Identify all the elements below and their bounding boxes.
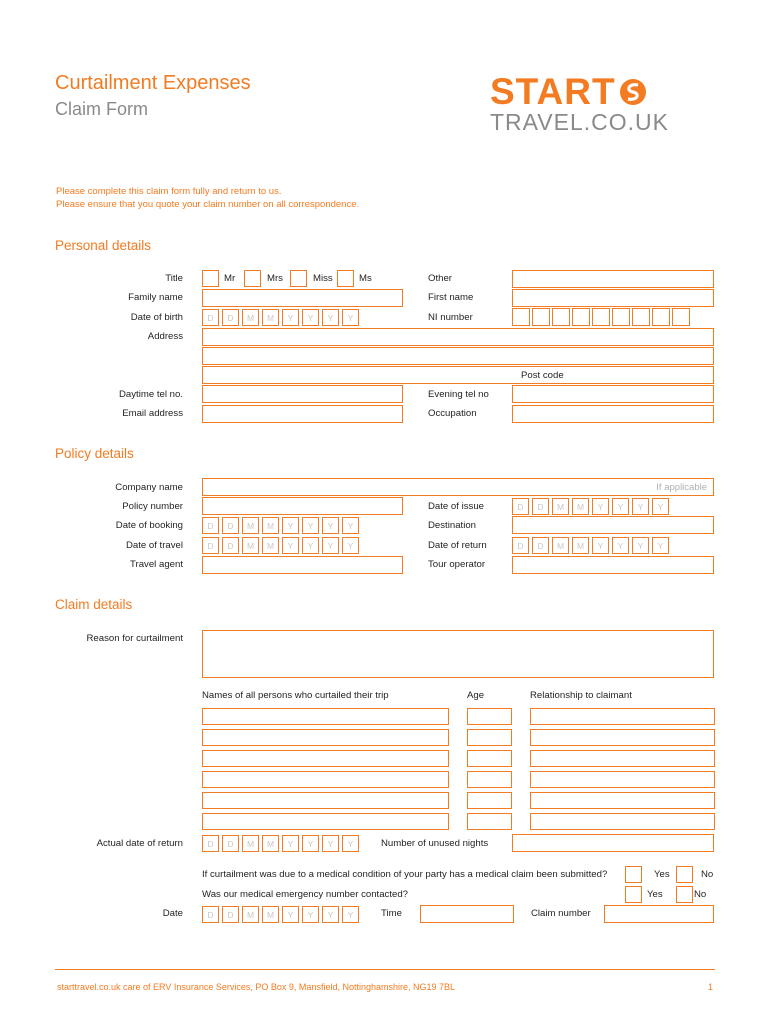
person-age-input[interactable] (467, 813, 512, 830)
person-age-input[interactable] (467, 771, 512, 788)
actual-return-label: Actual date of return (96, 838, 183, 849)
date-cell[interactable]: Y (652, 537, 669, 554)
persons-table (202, 708, 715, 830)
title-mr-label: Mr (224, 273, 236, 284)
logo-swirl-icon (618, 77, 648, 107)
other-title-input[interactable] (512, 270, 714, 288)
travel-agent-input[interactable] (202, 556, 403, 574)
ni-number-label: NI number (428, 312, 473, 323)
date-cell[interactable]: D (202, 537, 219, 554)
policy-number-input[interactable] (202, 497, 403, 515)
person-relationship-input[interactable] (530, 750, 715, 767)
destination-label: Destination (428, 520, 476, 531)
date-cell[interactable]: M (242, 309, 259, 326)
address-line-1[interactable] (202, 328, 714, 346)
time-label: Time (381, 908, 402, 919)
person-relationship-input[interactable] (530, 708, 715, 725)
person-age-input[interactable] (467, 792, 512, 809)
tour-operator-input[interactable] (512, 556, 714, 574)
date-cell[interactable]: M (572, 498, 589, 515)
medical-no-label: No (701, 869, 714, 880)
logo (490, 71, 690, 136)
table-row (202, 813, 715, 830)
table-row (202, 792, 715, 809)
title-mrs-label: Mrs (267, 273, 283, 284)
logo-domain: TRAVEL.CO.UK (490, 109, 669, 135)
signature-date-field[interactable] (202, 906, 359, 923)
title-label: Title (165, 273, 183, 284)
names-header: Names of all persons who curtailed their trip (202, 690, 389, 701)
tour-operator-label: Tour operator (428, 559, 486, 570)
reason-textarea[interactable] (202, 630, 714, 678)
first-name-label: First name (428, 292, 474, 303)
date-cell[interactable]: D (222, 309, 239, 326)
reason-label: Reason for curtailment (86, 633, 183, 644)
date-cell[interactable]: Y (632, 498, 649, 515)
date-cell[interactable]: D (222, 537, 239, 554)
time-input[interactable] (420, 905, 514, 923)
date-cell[interactable]: Y (342, 906, 359, 923)
date-cell[interactable]: Y (652, 498, 669, 515)
date-cell[interactable]: Y (282, 906, 299, 923)
post-code-label: Post code (521, 370, 564, 381)
occupation-input[interactable] (512, 405, 714, 423)
email-input[interactable] (202, 405, 403, 423)
date-cell[interactable]: Y (612, 537, 629, 554)
ni-cell[interactable] (612, 308, 630, 326)
title-mr-checkbox[interactable] (202, 270, 219, 287)
unused-nights-input[interactable] (512, 834, 714, 852)
family-name-label: Family name (128, 292, 183, 303)
ni-cell[interactable] (532, 308, 550, 326)
date-cell[interactable]: M (552, 537, 569, 554)
claim-number-label: Claim number (531, 908, 591, 919)
person-name-input[interactable] (202, 792, 449, 809)
medical-no-checkbox[interactable] (676, 866, 693, 883)
date-cell[interactable]: D (202, 309, 219, 326)
family-name-input[interactable] (202, 289, 403, 307)
relationship-header: Relationship to claimant (530, 690, 632, 701)
daytime-tel-input[interactable] (202, 385, 403, 403)
date-cell[interactable]: M (242, 537, 259, 554)
date-cell[interactable]: D (532, 498, 549, 515)
title-ms-label: Ms (359, 273, 372, 284)
date-cell[interactable]: Y (342, 537, 359, 554)
logo-start: START (490, 71, 616, 112)
date-of-booking-field[interactable] (202, 517, 359, 534)
person-name-input[interactable] (202, 708, 449, 725)
medical-yes-label: Yes (654, 869, 670, 880)
date-cell[interactable]: Y (592, 537, 609, 554)
footer-address: starttravel.co.uk care of ERV Insurance Services, PO Box 9, Mansfield, Nottinghamshire, NG19 7BL (57, 982, 456, 992)
destination-input[interactable] (512, 516, 714, 534)
ni-cell[interactable] (652, 308, 670, 326)
date-cell[interactable]: Y (322, 309, 339, 326)
evening-tel-label: Evening tel no (428, 389, 489, 400)
date-cell[interactable]: Y (342, 309, 359, 326)
date-cell[interactable]: Y (322, 517, 339, 534)
policy-details-heading: Policy details (55, 446, 134, 461)
date-cell[interactable]: D (222, 906, 239, 923)
date-of-travel-field[interactable] (202, 537, 359, 554)
date-cell[interactable]: D (202, 835, 219, 852)
emergency-yes-label: Yes (647, 889, 663, 900)
date-cell[interactable]: Y (322, 835, 339, 852)
table-row (202, 750, 715, 767)
date-cell[interactable]: Y (322, 906, 339, 923)
date-cell[interactable]: Y (282, 835, 299, 852)
date-cell[interactable]: Y (322, 537, 339, 554)
person-name-input[interactable] (202, 750, 449, 767)
dob-label: Date of birth (130, 312, 183, 323)
title-miss-checkbox[interactable] (290, 270, 307, 287)
person-name-input[interactable] (202, 771, 449, 788)
travel-agent-label: Travel agent (130, 559, 183, 570)
ni-cell[interactable] (592, 308, 610, 326)
date-cell[interactable]: Y (612, 498, 629, 515)
date-cell[interactable]: Y (282, 309, 299, 326)
company-name-label: Company name (115, 482, 183, 493)
ni-cell[interactable] (572, 308, 590, 326)
date-cell[interactable]: D (202, 906, 219, 923)
date-cell[interactable]: Y (302, 906, 319, 923)
emergency-no-checkbox[interactable] (676, 886, 693, 903)
medical-yes-checkbox[interactable] (625, 866, 642, 883)
date-cell[interactable]: Y (282, 537, 299, 554)
date-cell[interactable]: Y (302, 309, 319, 326)
date-cell[interactable]: Y (342, 835, 359, 852)
first-name-input[interactable] (512, 289, 714, 307)
date-cell[interactable]: D (222, 835, 239, 852)
title-miss-label: Miss (313, 273, 333, 284)
email-label: Email address (122, 408, 183, 419)
table-row (202, 708, 715, 725)
date-of-travel-label: Date of travel (125, 540, 183, 551)
date-cell[interactable]: M (572, 537, 589, 554)
date-cell[interactable]: Y (632, 537, 649, 554)
person-age-input[interactable] (467, 750, 512, 767)
date-label: Date (162, 908, 183, 919)
ni-cell[interactable] (512, 308, 530, 326)
date-of-booking-label: Date of booking (115, 520, 183, 531)
address-label: Address (147, 331, 183, 342)
date-cell[interactable]: M (552, 498, 569, 515)
unused-nights-label: Number of unused nights (381, 838, 489, 849)
emergency-yes-checkbox[interactable] (625, 886, 642, 903)
dob-date-field[interactable] (202, 309, 359, 326)
other-title-label: Other (428, 273, 452, 284)
title-ms-checkbox[interactable] (337, 270, 354, 287)
date-of-return-field[interactable] (512, 537, 669, 554)
age-header: Age (467, 690, 485, 701)
title-mrs-checkbox[interactable] (244, 270, 261, 287)
person-age-input[interactable] (467, 708, 512, 725)
date-cell[interactable]: M (262, 309, 279, 326)
intro-line-1: Please complete this claim form fully and return to us. (56, 186, 282, 197)
emergency-question: Was our medical emergency number contacted? (202, 889, 409, 900)
if-applicable-hint: If applicable (656, 482, 707, 493)
person-age-input[interactable] (467, 729, 512, 746)
actual-return-date-field[interactable] (202, 835, 359, 852)
table-row (202, 771, 715, 788)
person-name-input[interactable] (202, 729, 449, 746)
date-cell[interactable]: Y (342, 517, 359, 534)
date-cell[interactable]: Y (592, 498, 609, 515)
policy-number-label: Policy number (122, 501, 183, 512)
date-cell[interactable]: Y (302, 537, 319, 554)
address-line-2[interactable] (202, 347, 714, 365)
date-cell[interactable]: M (262, 537, 279, 554)
form-title: Curtailment Expenses (55, 72, 251, 94)
date-cell[interactable]: D (532, 537, 549, 554)
person-relationship-input[interactable] (530, 813, 715, 830)
date-of-issue-field[interactable] (512, 498, 669, 515)
company-name-input[interactable] (202, 478, 714, 496)
claim-number-input[interactable] (604, 905, 714, 923)
date-cell[interactable]: D (202, 517, 219, 534)
date-cell[interactable]: D (512, 537, 529, 554)
medical-claim-question: If curtailment was due to a medical condition of your party has a medical claim been submitted? (202, 869, 608, 880)
page-number: 1 (708, 982, 714, 992)
evening-tel-input[interactable] (512, 385, 714, 403)
table-row (202, 729, 715, 746)
person-relationship-input[interactable] (530, 792, 715, 809)
person-relationship-input[interactable] (530, 771, 715, 788)
date-of-issue-label: Date of issue (428, 501, 484, 512)
date-cell[interactable]: M (262, 835, 279, 852)
address-line-3[interactable] (202, 366, 714, 384)
form-subtitle: Claim Form (55, 99, 148, 119)
ni-cell[interactable] (632, 308, 650, 326)
occupation-label: Occupation (428, 408, 477, 419)
date-cell[interactable]: Y (302, 835, 319, 852)
date-cell[interactable]: M (242, 906, 259, 923)
ni-cell[interactable] (552, 308, 570, 326)
person-relationship-input[interactable] (530, 729, 715, 746)
date-cell[interactable]: D (512, 498, 529, 515)
claim-details-heading: Claim details (55, 597, 133, 612)
date-cell[interactable]: M (242, 835, 259, 852)
date-cell[interactable]: Y (302, 517, 319, 534)
daytime-tel-label: Daytime tel no. (119, 389, 183, 400)
date-cell[interactable]: Y (282, 517, 299, 534)
emergency-no-label: No (694, 889, 707, 900)
ni-number-field[interactable] (512, 308, 690, 326)
personal-details-heading: Personal details (55, 238, 152, 253)
date-cell[interactable]: D (222, 517, 239, 534)
date-cell[interactable]: M (262, 517, 279, 534)
date-of-return-label: Date of return (428, 540, 487, 551)
person-name-input[interactable] (202, 813, 449, 830)
date-cell[interactable]: M (242, 517, 259, 534)
intro-line-2: Please ensure that you quote your claim number on all correspondence. (56, 199, 360, 210)
ni-cell[interactable] (672, 308, 690, 326)
footer-divider (55, 969, 715, 970)
date-cell[interactable]: M (262, 906, 279, 923)
